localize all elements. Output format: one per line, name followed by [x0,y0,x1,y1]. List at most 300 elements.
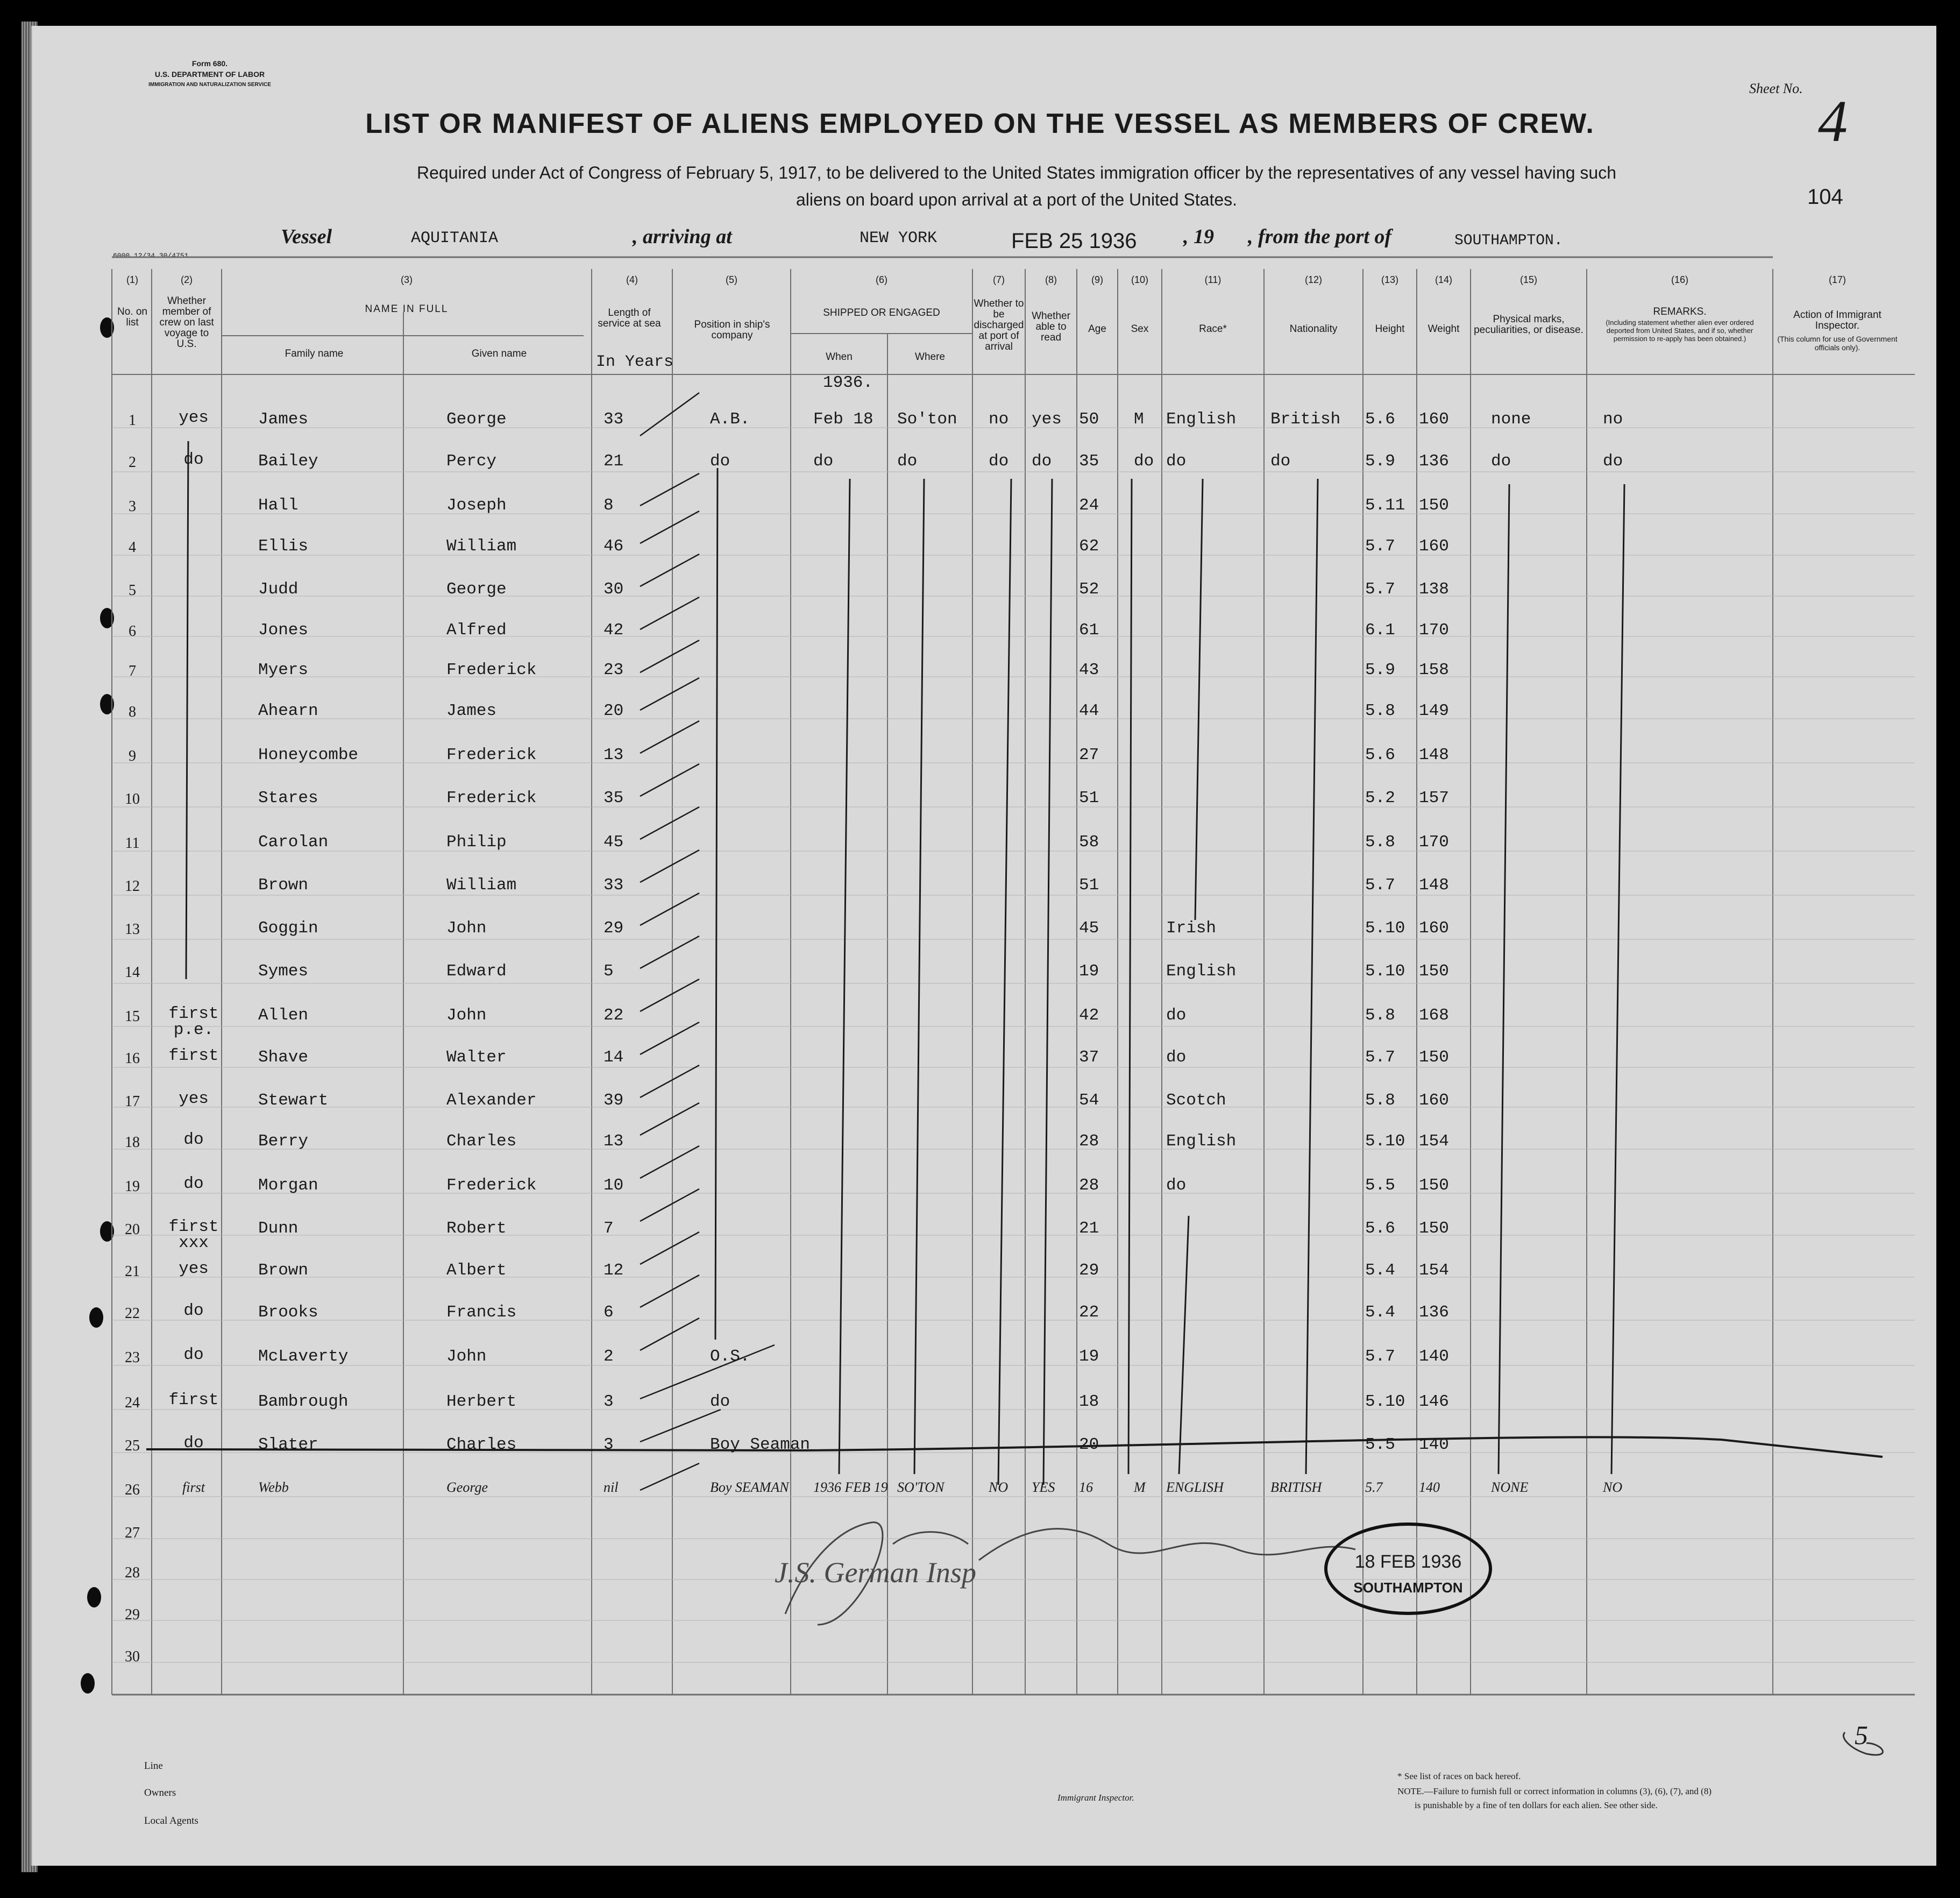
cell-service: 3 [603,1392,614,1411]
cell-height: 5.6 [1365,746,1395,764]
cell-family: Goggin [258,919,318,938]
cell-weight: 150 [1419,1048,1449,1067]
cell-service: 10 [603,1176,624,1195]
row-number: 21 [125,1263,140,1280]
col-header: Whether able to read [1032,310,1070,343]
row-number: 14 [125,964,140,981]
cell-given: Frederick [446,789,537,808]
cell-height: 5.4 [1365,1303,1395,1322]
cell-remarks: do [1603,452,1623,471]
cell-family: Brown [258,876,309,895]
cell-service: 12 [603,1261,624,1280]
cell-family: Brooks [258,1303,318,1322]
print-code: 6000 12/34 30/4751 [113,252,189,260]
year-label: , 19 [1183,225,1214,248]
row-number: 7 [129,663,136,679]
cell-age: 51 [1079,876,1099,895]
cell-given: Joseph [446,496,507,515]
cell-age: 62 [1079,537,1099,556]
cell-service: 14 [603,1048,624,1067]
family-name-header: Family name [285,348,344,359]
col-num: (17) [1828,274,1846,285]
when-header: When [826,351,853,363]
cell-age: 44 [1079,702,1099,720]
row-number: 8 [129,704,136,720]
cell-service: 7 [603,1219,614,1238]
cell-weight: 160 [1419,410,1449,429]
immigrant-inspector-label: Immigrant Inspector. [1057,1793,1134,1803]
row-number: 16 [125,1050,140,1067]
cell-weight: 149 [1419,702,1449,720]
cell-sex: M [1134,410,1144,429]
col-header: Action of Immigrant Inspector. [1793,309,1881,331]
cell-age: 54 [1079,1091,1099,1110]
cell-age: 43 [1079,661,1099,679]
cell-position: do [710,1392,730,1411]
cell-weight: 148 [1419,746,1449,764]
cell-weight: 170 [1419,833,1449,852]
cell-height: 5.7 [1365,1347,1395,1366]
row-number: 25 [125,1437,140,1454]
cell-age: 50 [1079,410,1099,429]
cell-height: 5.7 [1365,580,1395,599]
cell-read: do [1032,452,1052,471]
subtitle-line-1: Required under Act of Congress of February 5, 1917, to be delivered to the United States immigration officer by the representatives of any vessel having such [417,163,1616,182]
row-number: 28 [125,1564,140,1581]
cell-height: 5.7 [1365,537,1395,556]
col-num: (2) [181,274,193,285]
cell-age: 42 [1079,1006,1099,1025]
cell-given: Philip [446,833,507,852]
cell-given: William [446,537,517,556]
page-number: 104 [1807,185,1843,209]
col-num: (15) [1519,274,1537,285]
col-header: Whether member of crew on last voyage to U.S. [159,295,214,350]
cell-height: 5.8 [1365,702,1395,720]
row-number: 6 [129,623,136,640]
cell-weight: 148 [1419,876,1449,895]
from-port: SOUTHAMPTON. [1454,232,1563,249]
cell-height: 5.8 [1365,1091,1395,1110]
cell-given: George [446,580,507,599]
cell-height: 5.10 [1365,919,1405,938]
cell-crew: first [168,1046,219,1065]
cell-service: 2 [603,1347,614,1366]
col-num: (8) [1045,274,1057,285]
cell-weight: 140 [1419,1479,1440,1495]
col-header: Nationality [1289,323,1338,335]
cell-marks: do [1491,452,1511,471]
cell-given: Alfred [446,621,507,640]
cell-family: Stewart [258,1091,329,1110]
col-num: (1) [126,274,138,285]
cell-position: Boy SEAMAN [710,1479,789,1495]
cell-height: 5.8 [1365,1006,1395,1025]
cell-given: Herbert [446,1392,517,1411]
cell-weight: 150 [1419,1176,1449,1195]
cell-family: Bailey [258,452,318,471]
col-num: (4) [626,274,638,285]
cell-height: 5.10 [1365,962,1405,981]
cell-given: Albert [446,1261,507,1280]
cell-height: 5.5 [1365,1435,1395,1454]
cell-race: English [1166,410,1237,429]
year-1936-note: 1936. [823,373,874,392]
cell-race: Scotch [1166,1091,1226,1110]
cell-crew: do [183,1174,204,1193]
cell-service: 20 [603,702,624,720]
col-header: Age [1088,323,1106,335]
cell-age: 58 [1079,833,1099,852]
footer-note-fine-2: is punishable by a fine of ten dollars for each alien. See other side. [1415,1800,1658,1810]
department: U.S. DEPARTMENT OF LABOR [154,70,265,79]
remarks-note: (Including statement whether alien ever ordered deported from United States, and if so, whether permission to re-apply has been obtained.) [1606,318,1754,343]
cell-given: John [446,1347,487,1366]
cell-discharged: do [989,452,1009,471]
col-header: No. on list [117,306,147,328]
cell-given: Walter [446,1048,507,1067]
cell-height: 5.6 [1365,1219,1395,1238]
cell-weight: 157 [1419,789,1449,808]
col-header: Weight [1428,323,1460,335]
ditto-lines [186,441,1624,1485]
cell-sex: do [1134,452,1154,471]
from-label: , from the port of [1248,225,1392,248]
cell-height: 5.6 [1365,410,1395,429]
cell-family: Slater [258,1435,318,1454]
cell-discharged: no [989,410,1009,429]
cell-race: do [1166,1006,1187,1025]
cell-family: Brown [258,1261,309,1280]
cell-given: John [446,919,487,938]
row-number: 22 [125,1305,140,1322]
cell-weight: 140 [1419,1435,1449,1454]
cell-service: 33 [603,410,624,429]
cell-service: 21 [603,452,624,471]
cell-service: 39 [603,1091,624,1110]
cell-family: Webb [258,1479,289,1495]
cell-height: 5.10 [1365,1392,1405,1411]
cell-race: English [1166,1132,1237,1151]
cell-given: Charles [446,1132,517,1151]
col-num: (3) [401,274,413,285]
cell-service: 13 [603,1132,624,1151]
cell-height: 6.1 [1365,621,1395,640]
cell-height: 5.10 [1365,1132,1405,1151]
cell-discharged: NO [989,1479,1009,1495]
cell-height: 5.9 [1365,661,1395,679]
col-header: NAME IN FULL [365,303,449,315]
cell-service: 30 [603,580,624,599]
cell-height: 5.9 [1365,452,1395,471]
cell-race: do [1166,1048,1187,1067]
inspector-signature: J.S. German Insp [775,1556,976,1589]
cell-weight: 160 [1419,919,1449,938]
cell-age: 29 [1079,1261,1099,1280]
cell-service: 23 [603,661,624,679]
cell-weight: 150 [1419,496,1449,515]
cell-weight: 158 [1419,661,1449,679]
cell-age: 22 [1079,1303,1099,1322]
row-number: 10 [125,791,140,808]
cell-given: William [446,876,517,895]
sheet-label: Sheet No. [1749,81,1803,96]
subtitle-line-2: aliens on board upon arrival at a port of the United States. [796,190,1238,209]
arriving-port: NEW YORK [860,229,938,247]
cell-family: Berry [258,1132,309,1151]
cell-age: 21 [1079,1219,1099,1238]
cell-service: 46 [603,537,624,556]
inspector-note: (This column for use of Government officials only). [1777,335,1898,352]
cell-when: 1936 FEB 19 [813,1479,888,1495]
cell-weight: 150 [1419,962,1449,981]
cell-weight: 154 [1419,1261,1449,1280]
stamp-place: SOUTHAMPTON [1353,1580,1463,1596]
row-number: 17 [125,1093,140,1110]
cell-family: Bambrough [258,1392,349,1411]
arrival-date-stamp: FEB 25 1936 [1011,229,1137,253]
cell-family: McLaverty [258,1347,349,1366]
row-number: 2 [129,454,136,471]
cell-given: James [446,702,497,720]
cell-age: 20 [1079,1435,1099,1454]
cell-marks: NONE [1491,1479,1529,1495]
cell-given: Edward [446,962,507,981]
cell-crew: do [183,450,204,469]
cell-weight: 140 [1419,1347,1449,1366]
cell-where: SO'TON [897,1479,945,1495]
cell-nationality: BRITISH [1270,1479,1322,1495]
cell-weight: 154 [1419,1132,1449,1151]
arriving-label: , arriving at [633,225,732,248]
col-num: (14) [1435,274,1452,285]
cell-service: 35 [603,789,624,808]
service: IMMIGRATION AND NATURALIZATION SERVICE [148,82,271,88]
cell-height: 5.8 [1365,833,1395,852]
cell-height: 5.7 [1365,876,1395,895]
cell-age: 19 [1079,1347,1099,1366]
cell-weight: 170 [1419,621,1449,640]
cell-position: A.B. [710,410,750,429]
cell-position: Boy Seaman [710,1435,811,1454]
row-number: 12 [125,878,140,895]
corner-mark: 5 [1855,1720,1868,1750]
cell-crew: first [168,1391,219,1410]
strike-through-line [146,1434,1883,1457]
cell-age: 37 [1079,1048,1099,1067]
cell-age: 27 [1079,746,1099,764]
position-check-marks [640,393,775,1490]
cell-family: Jones [258,621,309,640]
cell-given: Charles [446,1435,517,1454]
row-number: 24 [125,1394,140,1411]
cell-weight: 168 [1419,1006,1449,1025]
cell-when: Feb 18 [813,410,874,429]
col-num: (6) [876,274,887,285]
cell-height: 5.11 [1365,496,1405,515]
col-num: (10) [1131,274,1148,285]
cell-given: Percy [446,452,497,471]
row-number: 9 [129,748,136,764]
row-number: 30 [125,1648,140,1665]
cell-nationality: British [1270,410,1341,429]
cell-race: ENGLISH [1166,1479,1224,1495]
cell-weight: 146 [1419,1392,1449,1411]
cell-race: do [1166,452,1187,471]
cell-family: James [258,410,309,429]
col-header: Whether to be discharged at port of arrival [974,298,1024,352]
cell-given: Robert [446,1219,507,1238]
cell-family: Stares [258,789,318,808]
cell-family: Ahearn [258,702,318,720]
cell-weight: 136 [1419,452,1449,471]
cell-family: Morgan [258,1176,318,1195]
cell-age: 28 [1079,1176,1099,1195]
cell-crew: do [183,1301,204,1320]
cell-crew: do [183,1434,204,1453]
col-num: (5) [726,274,737,285]
cell-read: yes [1032,410,1062,429]
cell-service: 22 [603,1006,624,1025]
row-number: 3 [129,498,136,515]
cell-crew: first [182,1479,205,1495]
cell-service: 13 [603,746,624,764]
cell-given: Frederick [446,661,537,679]
cell-marks: none [1491,410,1531,429]
cell-height: 5.2 [1365,789,1395,808]
cell-age: 16 [1079,1479,1093,1495]
cell-given: Alexander [446,1091,537,1110]
sheet-number: 4 [1818,88,1848,154]
cell-height: 5.7 [1365,1479,1383,1495]
row-number: 11 [125,835,140,852]
footer-agents-label: Local Agents [144,1815,198,1826]
footer-line-label: Line [144,1760,163,1772]
cell-crew: do [183,1130,204,1149]
row-number: 23 [125,1349,140,1366]
col-header: Physical marks, peculiarities, or disease. [1474,314,1583,336]
col-num: (16) [1671,274,1688,285]
cell-age: 52 [1079,580,1099,599]
cell-crew: yes [179,1089,209,1108]
cell-given: Frederick [446,1176,537,1195]
cell-crew: first xxx [168,1217,219,1252]
cell-service: 45 [603,833,624,852]
row-number: 19 [125,1178,140,1195]
footer-owners-label: Owners [144,1787,176,1798]
vessel-label: Vessel [281,225,332,248]
cell-age: 19 [1079,962,1099,981]
cell-service: 33 [603,876,624,895]
where-header: Where [915,351,945,363]
col-header: Position in ship's company [694,319,770,341]
cell-service: nil [603,1479,619,1495]
col-num: (11) [1204,274,1222,285]
cell-age: 45 [1079,919,1099,938]
cell-service: 5 [603,962,614,981]
cell-position: do [710,452,730,471]
col-num: (7) [993,274,1005,285]
given-name-header: Given name [471,348,527,359]
cell-where: do [897,452,918,471]
cell-sex: M [1134,1479,1146,1495]
years-note: In Years [596,353,674,371]
cell-family: Dunn [258,1219,299,1238]
cell-remarks: no [1603,410,1623,429]
cell-crew: first p.e. [168,1004,219,1039]
cell-weight: 160 [1419,537,1449,556]
col-header: SHIPPED OR ENGAGED [823,307,940,318]
cell-family: Shave [258,1048,309,1067]
cell-read: YES [1032,1479,1055,1495]
page-title: LIST OR MANIFEST OF ALIENS EMPLOYED ON THE VESSEL AS MEMBERS OF CREW. [365,108,1595,139]
col-header: Length of service at sea [598,307,661,329]
cell-race: do [1166,1176,1187,1195]
cell-given: Francis [446,1303,517,1322]
cell-service: 29 [603,919,624,938]
cell-family: Ellis [258,537,309,556]
col-num: (13) [1381,274,1398,285]
cell-weight: 136 [1419,1303,1449,1322]
cell-service: 42 [603,621,624,640]
col-num: (9) [1091,274,1103,285]
row-number: 29 [125,1606,140,1623]
cell-crew: yes [179,408,209,427]
cell-family: Symes [258,962,309,981]
cell-age: 24 [1079,496,1099,515]
cell-given: Frederick [446,746,537,764]
footer-note-fine: NOTE.—Failure to furnish full or correct information in columns (3), (6), (7), and (8) [1397,1786,1712,1796]
cell-weight: 150 [1419,1219,1449,1238]
col-header: Height [1375,323,1405,335]
cell-family: Judd [258,580,299,599]
row-number: 4 [129,539,136,556]
cell-height: 5.4 [1365,1261,1395,1280]
cell-given: George [446,410,507,429]
row-number: 5 [129,582,136,599]
row-number: 27 [125,1525,140,1541]
row-number: 20 [125,1221,140,1238]
form-number: Form 680. [191,59,228,68]
col-header: REMARKS. [1653,306,1707,317]
vessel-name: AQUITANIA [411,229,499,247]
col-header: Race* [1199,323,1227,335]
cell-crew: yes [179,1259,209,1278]
cell-weight: 160 [1419,1091,1449,1110]
stamp-date: 18 FEB 1936 [1354,1552,1462,1572]
cell-race: English [1166,962,1237,981]
cell-family: Hall [258,496,299,515]
cell-age: 28 [1079,1132,1099,1151]
cell-age: 35 [1079,452,1099,471]
cell-crew: do [183,1345,204,1364]
footer-note-races: * See list of races on back hereof. [1397,1771,1521,1781]
cell-service: 6 [603,1303,614,1322]
cell-family: Allen [258,1006,309,1025]
row-number: 13 [125,921,140,938]
cell-family: Myers [258,661,309,679]
cell-height: 5.7 [1365,1048,1395,1067]
cell-race: Irish [1166,919,1217,938]
cell-family: Honeycombe [258,746,359,764]
cell-weight: 138 [1419,580,1449,599]
row-number: 26 [125,1482,140,1498]
cell-given: John [446,1006,487,1025]
cell-service: 8 [603,496,614,515]
cell-given: George [446,1479,488,1495]
row-number: 18 [125,1134,140,1151]
cell-age: 51 [1079,789,1099,808]
